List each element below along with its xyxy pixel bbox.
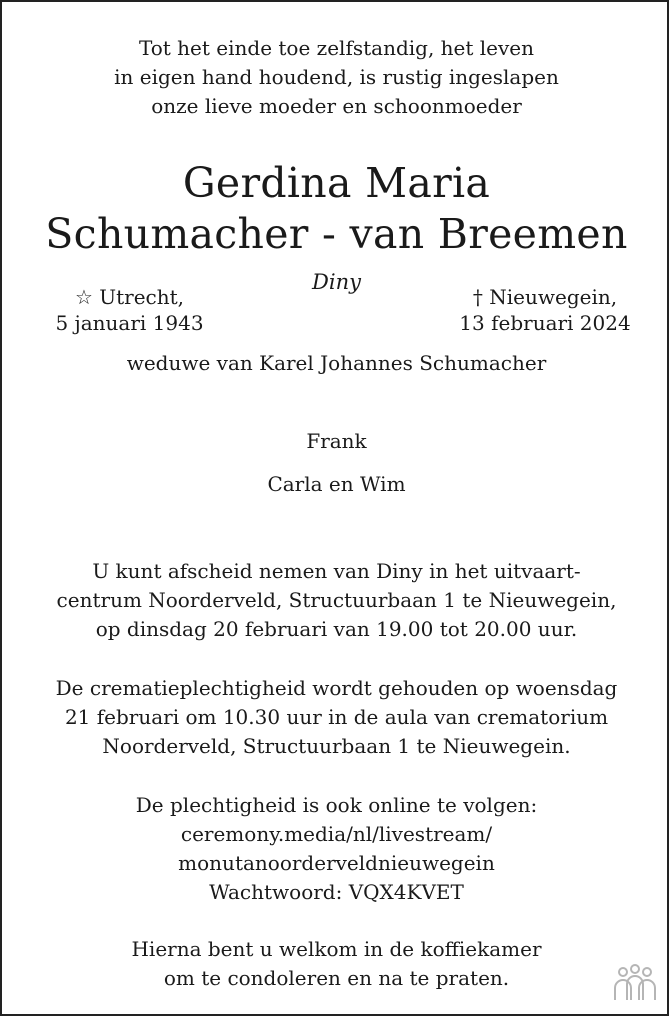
nickname: Diny	[312, 270, 361, 294]
intro-line: Tot het einde toe zelfstandig, het leven	[138, 36, 535, 60]
password-line: Wachtwoord: VQX4KVET	[209, 880, 464, 904]
ceremony-line: Noorderveld, Structuurbaan 1 te Nieuwegein.	[102, 734, 571, 758]
livestream-url-line: monutanoorderveldnieuwegein	[178, 851, 495, 875]
death-date: 13 februari 2024	[459, 311, 631, 335]
child-name: Frank	[306, 429, 367, 453]
intro-line: onze lieve moeder en schoonmoeder	[151, 94, 522, 118]
child-name: Carla en Wim	[267, 472, 406, 496]
intro-text	[2, 34, 669, 121]
livestream-url-line: ceremony.media/nl/livestream/	[180, 822, 493, 846]
closing-line: Hierna bent u welkom in de koffiekamer	[131, 937, 542, 961]
ceremony-paragraph	[2, 674, 669, 761]
deceased-name-last: Schumacher - van Breemen	[45, 210, 628, 258]
widow-line: weduwe van Karel Johannes Schumacher	[126, 351, 547, 375]
death-place: Nieuwegein,	[489, 285, 618, 309]
star-icon: ☆	[74, 285, 93, 309]
farewell-line: centrum Noorderveld, Structuurbaan 1 te Nieuwegein,	[56, 588, 617, 612]
online-line: De plechtigheid is ook online te volgen:	[135, 793, 538, 817]
intro-line: in eigen hand houdend, is rustig ingeslapen	[114, 65, 559, 89]
birth-place: Utrecht,	[99, 285, 185, 309]
farewell-line: U kunt afscheid nemen van Diny in het uitvaart-	[92, 559, 581, 583]
ceremony-line: 21 februari om 10.30 uur in de aula van crematorium	[64, 705, 609, 729]
online-paragraph	[2, 791, 669, 907]
deceased-name-first: Gerdina Maria	[182, 159, 491, 207]
cross-icon: †	[472, 285, 483, 309]
people-group-icon	[610, 964, 660, 1002]
birth-date: 5 januari 1943	[55, 311, 204, 335]
death-info	[450, 284, 640, 336]
farewell-paragraph	[2, 557, 669, 644]
farewell-line: op dinsdag 20 februari van 19.00 tot 20.00 uur.	[95, 617, 578, 641]
closing-line: om te condoleren en na te praten.	[163, 966, 510, 990]
closing-paragraph	[2, 935, 669, 993]
ceremony-line: De crematieplechtigheid wordt gehouden op woensdag	[55, 676, 618, 700]
birth-info	[42, 284, 217, 336]
